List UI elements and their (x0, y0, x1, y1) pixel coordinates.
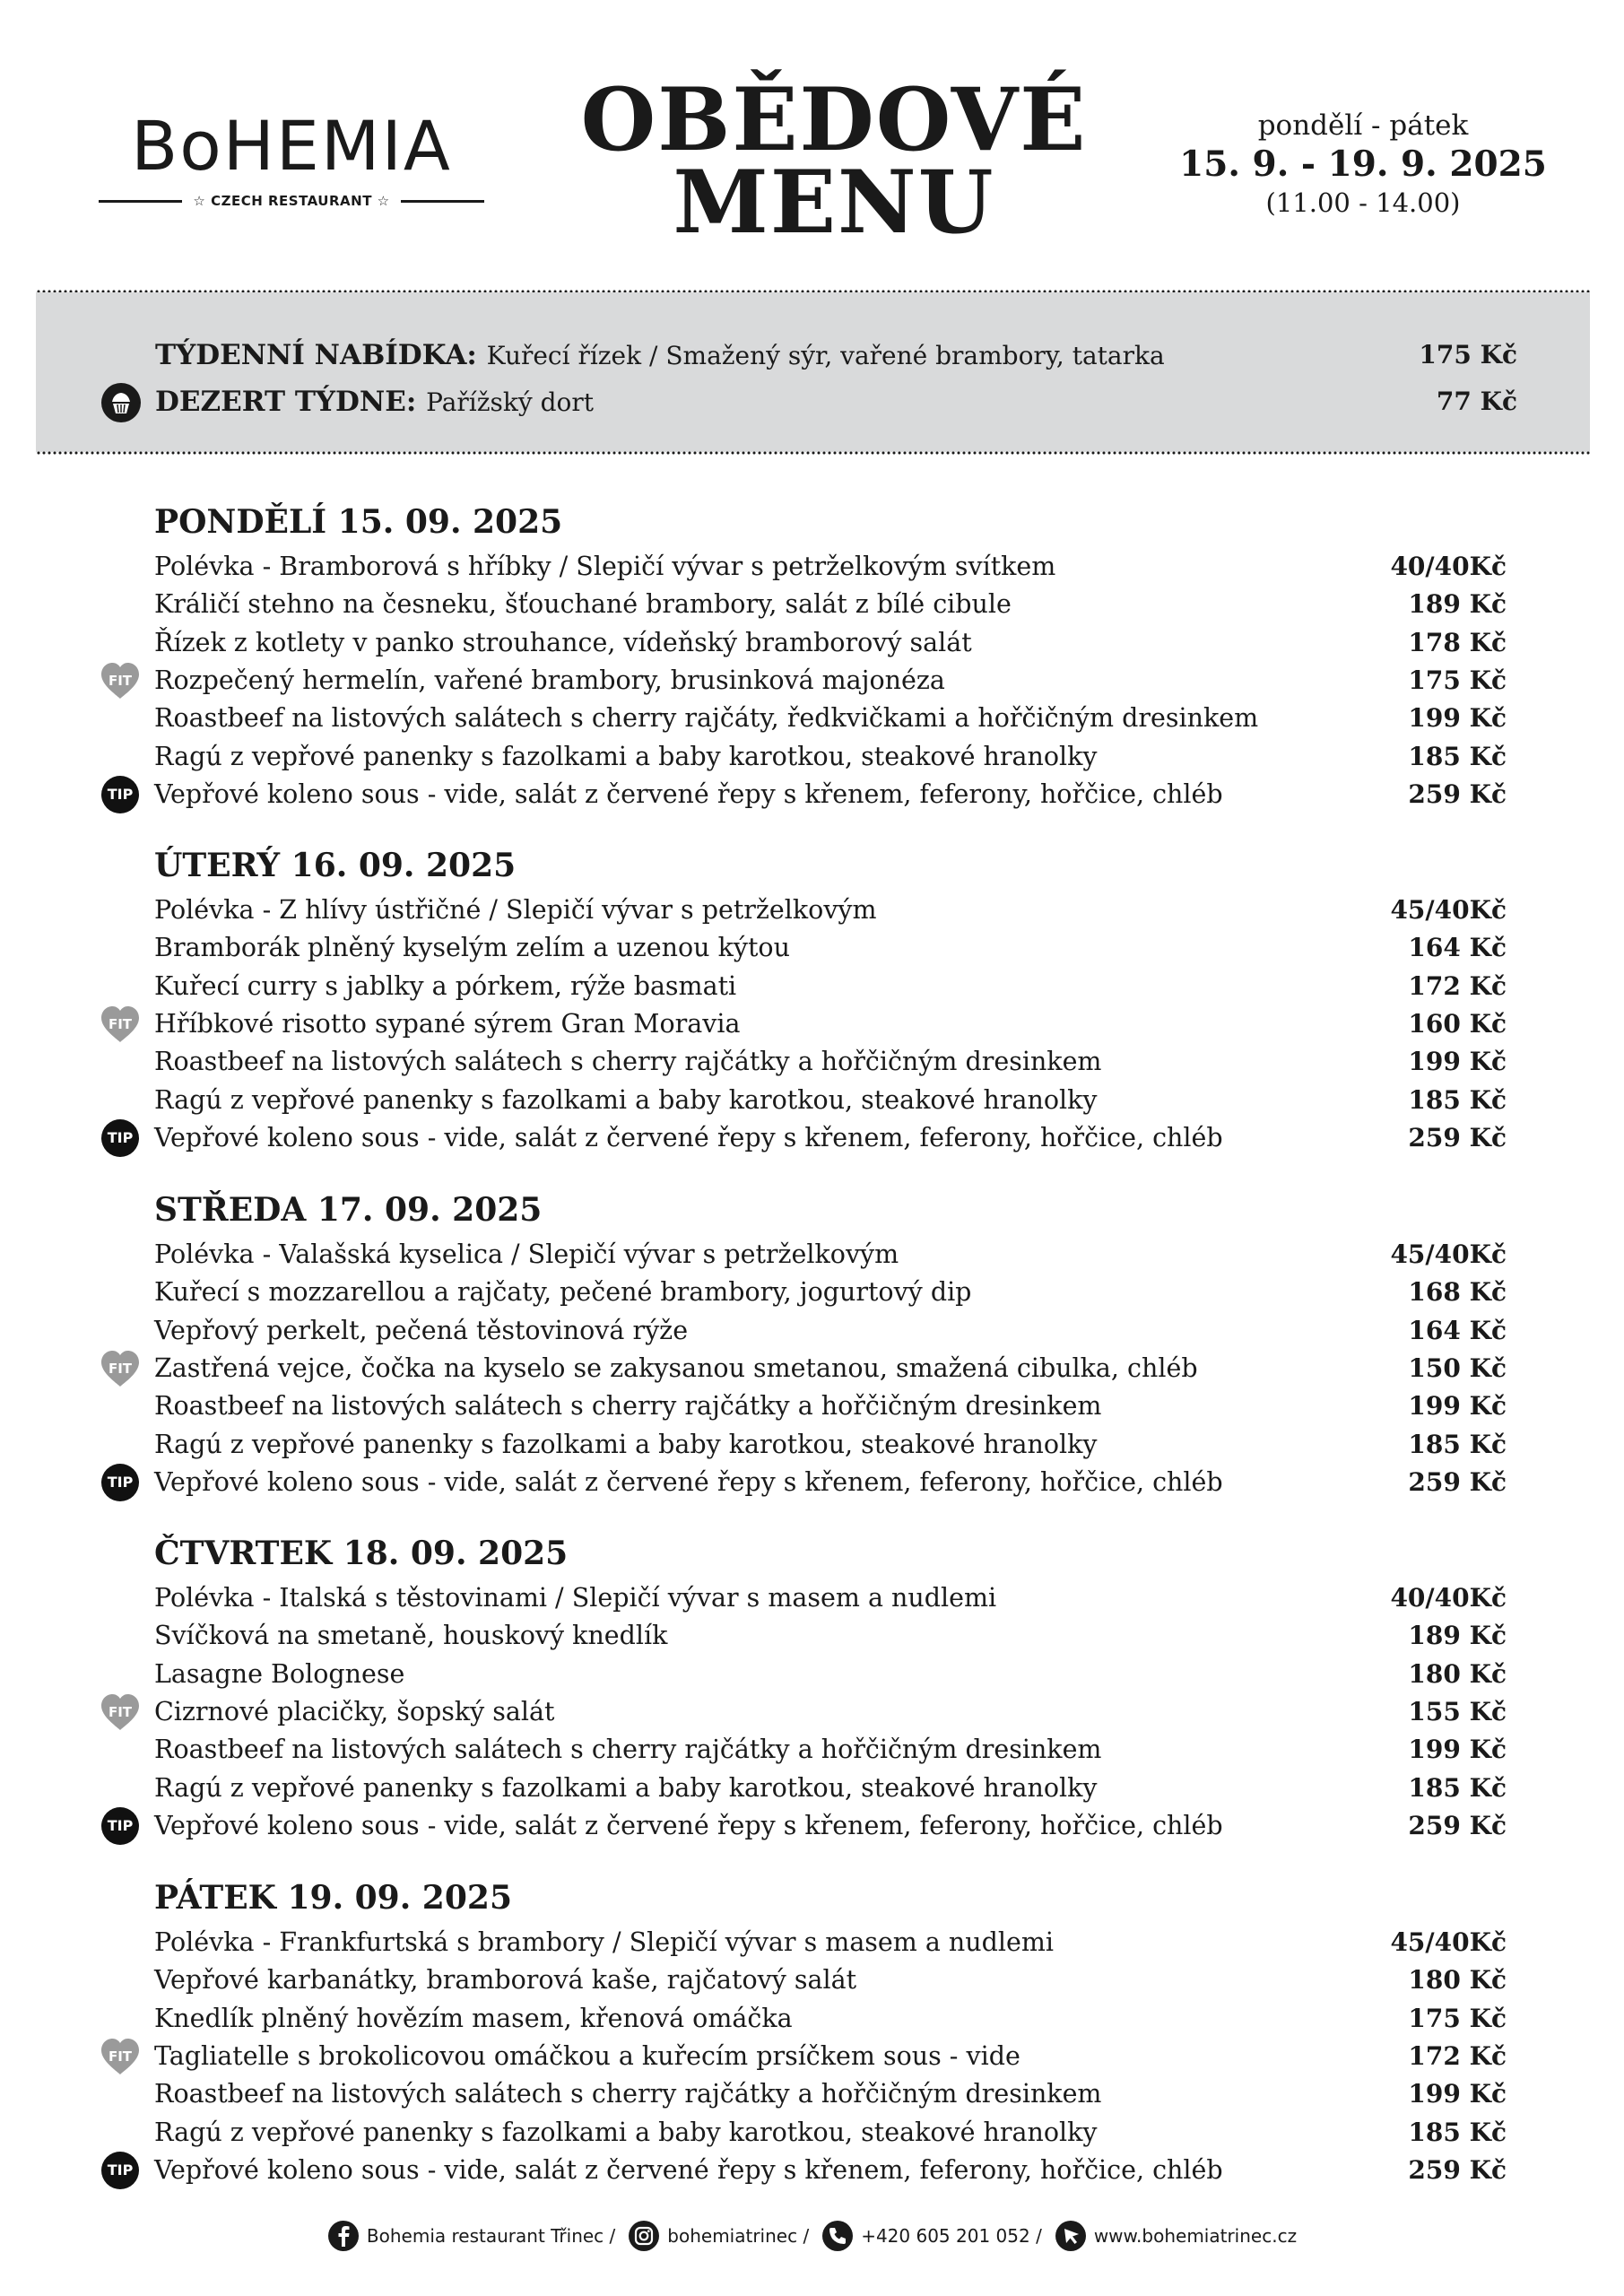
menu-item-name: Vepřový perkelt, pečená těstovinová rýže (154, 1315, 689, 1345)
tip-badge-icon (99, 1463, 142, 1502)
menu-item-name: Svíčková na smetaně, houskový knedlík (154, 1621, 668, 1651)
weekly-offer-label (155, 335, 1165, 376)
menu-item (0, 1350, 1624, 1387)
phone-link[interactable] (821, 2220, 1042, 2252)
menu-item (0, 1426, 1624, 1464)
menu-item-price: 199 Kč (1408, 1735, 1507, 1765)
menu-item (0, 1043, 1624, 1081)
menu-item-price: 168 Kč (1408, 1277, 1507, 1308)
menu-item-name: Polévka - Bramborová s hříbky / Slepičí vývar s petrželkovým svítkem (154, 552, 1056, 581)
menu-item-price: 45/40Kč (1390, 895, 1507, 925)
menu-item (0, 2114, 1624, 2152)
menu-item-name: Polévka - Italská s těstovinami / Slepičí vývar s masem a nudlemi (154, 1583, 997, 1613)
menu-item (0, 624, 1624, 662)
facebook-link[interactable] (327, 2220, 615, 2252)
instagram-label: bohemiatrinec / (667, 2225, 810, 2247)
title-line-2: MENU (673, 152, 995, 253)
menu-item-name: Vepřové koleno sous - vide, salát z červené řepy s křenem, feferony, hořčice, chléb (154, 778, 1223, 809)
menu-item-price: 160 Kč (1408, 1008, 1507, 1039)
menu-item-name: Tagliatelle s brokolicovou omáčkou a kuřecím prsíčkem sous - vide (154, 2040, 1020, 2071)
menu-item (0, 1312, 1624, 1350)
menu-item-price: 199 Kč (1408, 1391, 1507, 1422)
menu-item (0, 1579, 1624, 1617)
day-title: ČTVRTEK 18. 09. 2025 (154, 1535, 569, 1572)
fit-badge-label: FIT (108, 1360, 133, 1377)
menu-item-price: 150 Kč (1408, 1352, 1507, 1383)
menu-item (0, 1731, 1624, 1769)
menu-item-price: 199 Kč (1408, 1047, 1507, 1077)
menu-item-price: 172 Kč (1408, 970, 1507, 1001)
menu-item (0, 1236, 1624, 1274)
date-range: 15. 9. - 19. 9. 2025 (1179, 144, 1547, 186)
page-title (574, 69, 1094, 253)
menu-item-name: Roastbeef na listových salátech s cherry rajčátky a hořčičným dresinkem (154, 1391, 1102, 1422)
menu-item-name: Polévka - Z hlívy ústřičné / Slepičí vývar s petrželkovým (154, 895, 877, 925)
fit-badge-icon (99, 1692, 142, 1732)
fit-badge-label: FIT (108, 2048, 133, 2065)
menu-item-price: 259 Kč (1408, 2154, 1507, 2185)
logo-wordmark: BoHEMIA (131, 106, 452, 186)
cupcake-icon (100, 382, 142, 423)
menu-item-name: Ragú z vepřové panenky s fazolkami a baby karotkou, steakové hranolky (154, 1084, 1098, 1115)
menu-item-name: Knedlík plněný hovězím masem, křenová omáčka (154, 2003, 793, 2033)
menu-item-name: Kuřecí curry s jablky a pórkem, rýže basmati (154, 970, 737, 1001)
menu-item-name: Ragú z vepřové panenky s fazolkami a baby karotkou, steakové hranolky (154, 1772, 1098, 1803)
menu-item (0, 1693, 1624, 1731)
tip-badge-label: TIP (107, 1473, 134, 1491)
menu-item-name: Roastbeef na listových salátech s cherry rajčátky a hořčičným dresinkem (154, 2079, 1102, 2109)
tip-badge-label: TIP (107, 785, 134, 803)
bohemia-logo (99, 106, 484, 209)
menu-item-price: 185 Kč (1408, 1084, 1507, 1115)
menu-item (0, 1807, 1624, 1845)
menu-item-name: Roastbeef na listových salátech s cherry rajčátky a hořčičným dresinkem (154, 1735, 1102, 1765)
tip-badge-icon (99, 2151, 142, 2190)
dessert-price: 77 Kč (1436, 387, 1517, 416)
fit-badge-icon (99, 1004, 142, 1044)
serving-hours: (11.00 - 14.00) (1265, 187, 1461, 218)
dessert-label (155, 382, 594, 422)
weekly-offer-panel (36, 292, 1590, 452)
menu-item (0, 700, 1624, 737)
menu-item-price: 199 Kč (1408, 2079, 1507, 2109)
menu-item-price: 175 Kč (1408, 2003, 1507, 2033)
menu-item-name: Zastřená vejce, čočka na kyselo se zakysanou smetanou, smažená cibulka, chléb (154, 1352, 1198, 1383)
menu-item-name: Cizrnové placičky, šopský salát (154, 1696, 555, 1726)
menu-item (0, 968, 1624, 1005)
menu-item-name: Rozpečený hermelín, vařené brambory, brusinková majonéza (154, 665, 945, 695)
menu-item-price: 185 Kč (1408, 741, 1507, 771)
menu-item-name: Králičí stehno na česneku, šťouchané brambory, salát z bílé cibule (154, 589, 1012, 620)
menu-item-price: 178 Kč (1408, 627, 1507, 657)
phone-label: +420 605 201 052 / (861, 2225, 1042, 2247)
date-block (1157, 109, 1569, 219)
menu-item-price: 45/40Kč (1390, 1927, 1507, 1957)
menu-item (0, 586, 1624, 623)
web-link[interactable] (1055, 2220, 1297, 2252)
menu-item (0, 1464, 1624, 1501)
phone-icon (821, 2220, 854, 2252)
logo-subline (99, 193, 484, 209)
menu-item (0, 1924, 1624, 1961)
facebook-label: Bohemia restaurant Třinec / (366, 2225, 616, 2247)
day-title: PÁTEK 19. 09. 2025 (154, 1879, 512, 1917)
tip-badge-label: TIP (107, 2161, 134, 2179)
menu-item (0, 1387, 1624, 1425)
menu-item (0, 662, 1624, 700)
menu-item-price: 180 Kč (1408, 1965, 1507, 1996)
menu-item-price: 185 Kč (1408, 1429, 1507, 1459)
menu-item-price: 175 Kč (1408, 665, 1507, 695)
day-title: ÚTERÝ 16. 09. 2025 (154, 847, 517, 884)
menu-item-name: Kuřecí s mozzarellou a rajčaty, pečené brambory, jogurtový dip (154, 1277, 972, 1308)
menu-item-price: 199 Kč (1408, 703, 1507, 734)
menu-item-name: Řízek z kotlety v panko strouhance, vídeňský bramborový salát (154, 627, 972, 657)
menu-item (0, 1617, 1624, 1655)
title-line-1: OBĚDOVÉ (580, 69, 1088, 170)
menu-item-price: 172 Kč (1408, 2040, 1507, 2071)
web-label: www.bohemiatrinec.cz (1093, 2225, 1298, 2247)
menu-item-name: Bramborák plněný kyselým zelím a uzenou kýtou (154, 933, 790, 963)
fit-badge-label: FIT (108, 672, 133, 689)
tip-badge-label: TIP (107, 1128, 134, 1146)
menu-item-price: 164 Kč (1408, 1315, 1507, 1345)
menu-item (0, 929, 1624, 967)
menu-item-name: Roastbeef na listových salátech s cherry rajčátky a hořčičným dresinkem (154, 1047, 1102, 1077)
logo-rule-right (401, 200, 484, 203)
menu-item-price: 259 Kč (1408, 778, 1507, 809)
menu-item-price: 45/40Kč (1390, 1239, 1507, 1269)
tip-badge-label: TIP (107, 1816, 134, 1834)
menu-item (0, 548, 1624, 586)
menu-item-name: Vepřové koleno sous - vide, salát z červené řepy s křenem, feferony, hořčice, chléb (154, 2154, 1223, 2185)
menu-item-name: Vepřové koleno sous - vide, salát z červené řepy s křenem, feferony, hořčice, chléb (154, 1466, 1223, 1497)
menu-item-name: Roastbeef na listových salátech s cherry rajčáty, ředkvičkami a hořčičným dresinkem (154, 703, 1259, 734)
web-icon (1055, 2220, 1087, 2252)
menu-item (0, 1770, 1624, 1807)
menu-item-price: 259 Kč (1408, 1466, 1507, 1497)
tip-badge-icon (99, 1118, 142, 1158)
menu-item-name: Ragú z vepřové panenky s fazolkami a baby karotkou, steakové hranolky (154, 1429, 1098, 1459)
fit-badge-icon (99, 1349, 142, 1388)
menu-item (0, 776, 1624, 813)
fit-badge-label: FIT (108, 1703, 133, 1720)
menu-item (0, 1082, 1624, 1119)
menu-item-name: Vepřové koleno sous - vide, salát z červené řepy s křenem, feferony, hořčice, chléb (154, 1122, 1223, 1152)
weekly-offer-title: TÝDENNÍ NABÍDKA: (155, 339, 477, 371)
tip-badge-icon (99, 1806, 142, 1846)
menu-item-price: 259 Kč (1408, 1122, 1507, 1152)
contact-footer (0, 2213, 1624, 2258)
weekly-offer-row (36, 335, 1590, 375)
instagram-link[interactable] (628, 2220, 809, 2252)
logo-tagline: ☆ CZECH RESTAURANT ☆ (193, 193, 390, 209)
tip-badge-icon (99, 775, 142, 814)
menu-item (0, 1656, 1624, 1693)
menu-item-price: 185 Kč (1408, 1772, 1507, 1803)
menu-item-name: Hříbkové risotto sypané sýrem Gran Moravia (154, 1008, 741, 1039)
menu-item-price: 180 Kč (1408, 1658, 1507, 1689)
logo-rule-left (99, 200, 182, 203)
menu-item-price: 155 Kč (1408, 1696, 1507, 1726)
day-title: STŘEDA 17. 09. 2025 (154, 1191, 543, 1229)
menu-item (0, 2000, 1624, 2038)
dessert-row (36, 382, 1590, 422)
menu-item (0, 2152, 1624, 2189)
fit-badge-icon (99, 661, 142, 700)
menu-item (0, 738, 1624, 776)
weekday-range: pondělí - pátek (1257, 109, 1469, 142)
menu-item-name: Polévka - Frankfurtská s brambory / Slepičí vývar s masem a nudlemi (154, 1927, 1055, 1957)
menu-item-name: Ragú z vepřové panenky s fazolkami a baby karotkou, steakové hranolky (154, 741, 1098, 771)
dessert-text: Pařížský dort (426, 387, 594, 417)
menu-item (0, 2038, 1624, 2075)
menu-item-name: Polévka - Valašská kyselica / Slepičí vývar s petrželkovým (154, 1239, 899, 1269)
instagram-icon (628, 2220, 660, 2252)
menu-item-price: 189 Kč (1408, 1621, 1507, 1651)
menu-item-name: Vepřové koleno sous - vide, salát z červené řepy s křenem, feferony, hořčice, chléb (154, 1810, 1223, 1840)
menu-item (0, 891, 1624, 929)
menu-item-name: Vepřové karbanátky, bramborová kaše, rajčatový salát (154, 1965, 857, 1996)
menu-item (0, 2075, 1624, 2113)
menu-item (0, 1005, 1624, 1043)
menu-item (0, 1274, 1624, 1311)
fit-badge-label: FIT (108, 1015, 133, 1032)
fit-badge-icon (99, 2037, 142, 2076)
menu-item-price: 185 Kč (1408, 2117, 1507, 2147)
dotted-divider-bottom (36, 450, 1590, 456)
menu-item-price: 189 Kč (1408, 589, 1507, 620)
menu-item-name: Lasagne Bolognese (154, 1658, 405, 1689)
menu-item-price: 164 Kč (1408, 933, 1507, 963)
day-title: PONDĚLÍ 15. 09. 2025 (154, 503, 563, 541)
menu-item (0, 1119, 1624, 1157)
weekly-offer-price: 175 Kč (1419, 340, 1517, 370)
menu-item-price: 259 Kč (1408, 1810, 1507, 1840)
weekly-offer-text: Kuřecí řízek / Smažený sýr, vařené brambory, tatarka (486, 341, 1165, 370)
dessert-title: DEZERT TÝDNE: (155, 386, 417, 418)
menu-item (0, 1961, 1624, 1999)
menu-item-price: 40/40Kč (1390, 552, 1507, 581)
menu-item-name: Ragú z vepřové panenky s fazolkami a baby karotkou, steakové hranolky (154, 2117, 1098, 2147)
menu-item-price: 40/40Kč (1390, 1583, 1507, 1613)
facebook-icon (327, 2220, 360, 2252)
